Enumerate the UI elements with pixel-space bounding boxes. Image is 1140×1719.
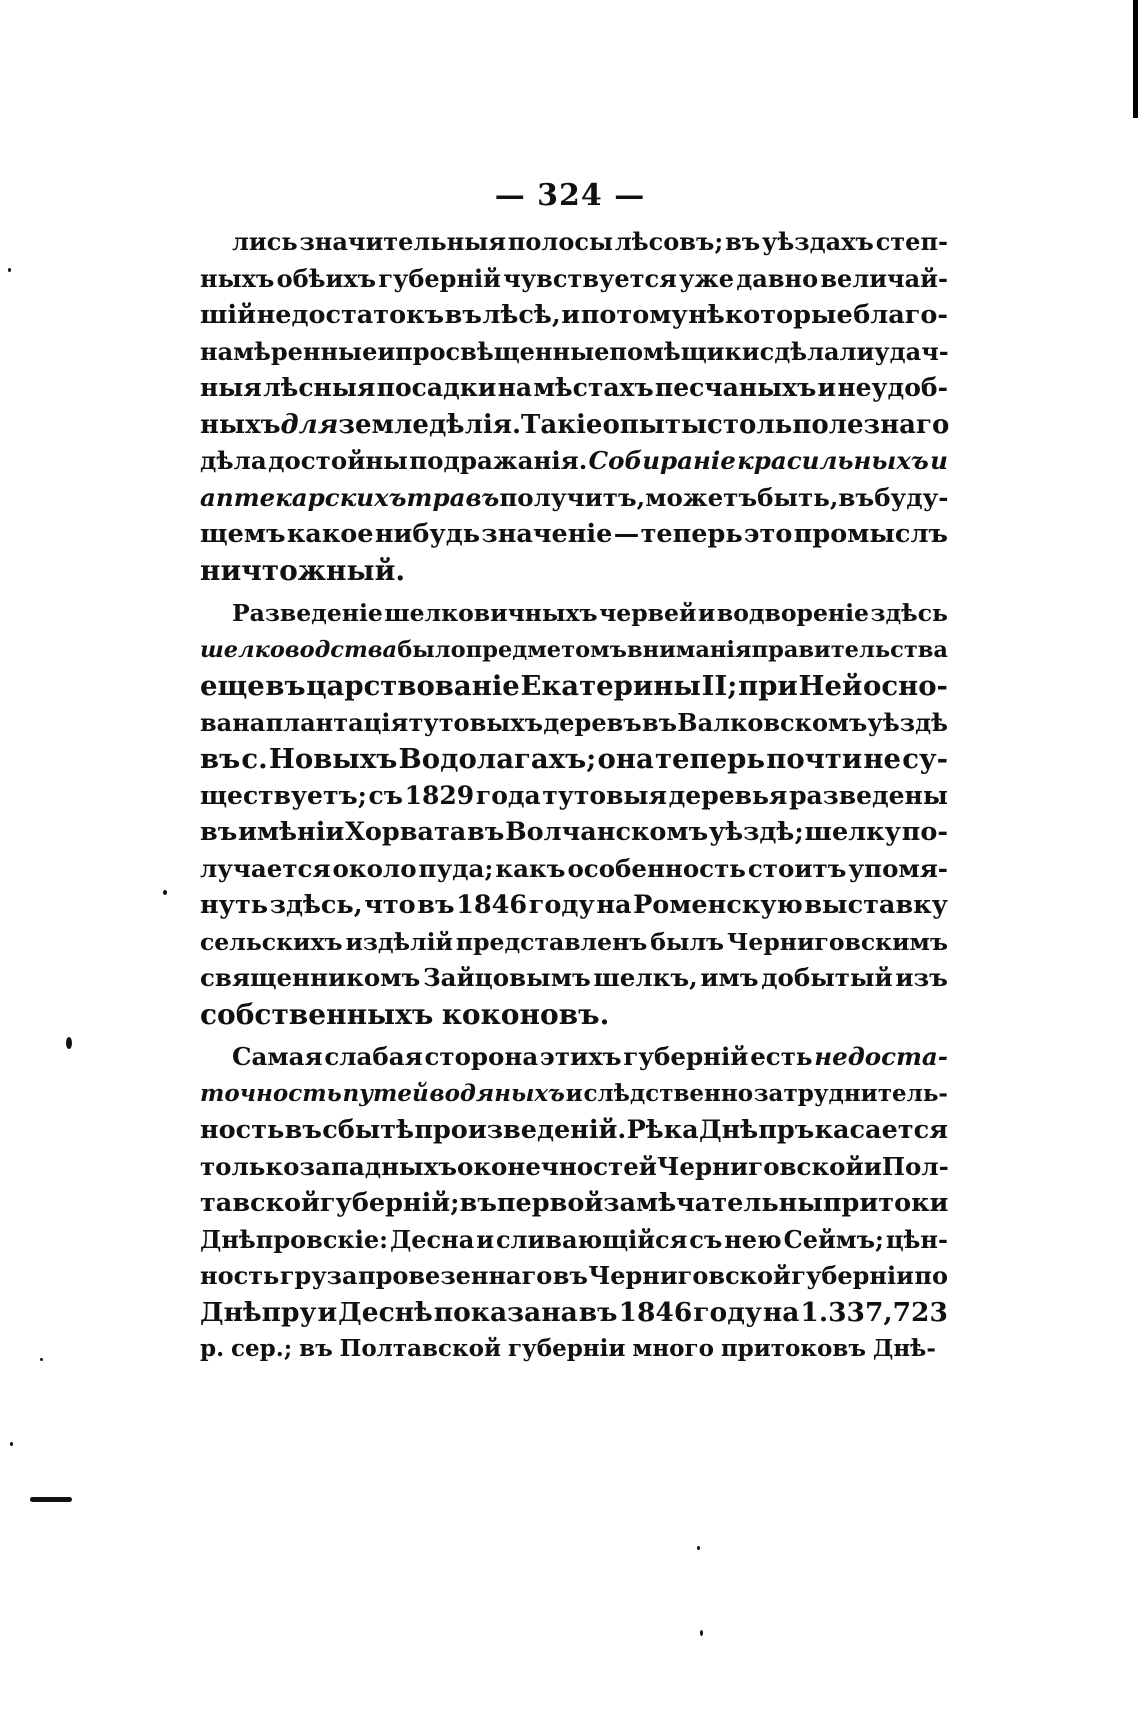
word: въ bbox=[552, 1261, 588, 1290]
word: песчаныхъ bbox=[654, 373, 817, 402]
text-line bbox=[200, 668, 948, 705]
word: добытый bbox=[761, 963, 893, 992]
scan-speck bbox=[8, 268, 11, 272]
word: степ- bbox=[875, 227, 948, 256]
word: Ней bbox=[798, 670, 863, 702]
word: лучается bbox=[200, 853, 331, 883]
word: сторона bbox=[424, 1042, 539, 1071]
word: съ bbox=[368, 780, 403, 810]
word: губерній; bbox=[319, 1188, 460, 1218]
text-line bbox=[200, 741, 948, 778]
word: выставку bbox=[804, 890, 948, 920]
word: какое bbox=[286, 519, 374, 549]
word: ность bbox=[200, 1115, 285, 1145]
scan-speck bbox=[163, 890, 167, 895]
word: лѣсныя bbox=[263, 373, 376, 402]
word: уѣздѣ bbox=[867, 707, 948, 737]
word: первой bbox=[496, 1188, 604, 1218]
word: въ bbox=[459, 1188, 497, 1218]
word: и bbox=[697, 599, 716, 627]
word: недоста- bbox=[814, 1042, 948, 1071]
scan-dash-mark bbox=[30, 1497, 72, 1502]
word: въ bbox=[838, 482, 875, 512]
word: Такіе bbox=[521, 409, 603, 440]
text-line bbox=[200, 261, 948, 298]
word: столь bbox=[707, 409, 793, 440]
word: Черниговскимъ bbox=[726, 927, 948, 956]
word: Валковскомъ bbox=[677, 707, 868, 737]
word: около bbox=[332, 853, 417, 883]
word: Волчанскомъ bbox=[505, 817, 709, 847]
text-line bbox=[200, 632, 948, 669]
word: красильныхъ bbox=[737, 446, 929, 475]
text-line bbox=[200, 595, 948, 632]
word: имъ bbox=[700, 963, 759, 992]
word: Днѣпръ bbox=[698, 1115, 815, 1145]
word: недостатокъ bbox=[256, 300, 445, 330]
word: Роменскую bbox=[633, 890, 803, 920]
word: году bbox=[693, 1296, 762, 1328]
word: въ bbox=[200, 817, 238, 847]
word: су- bbox=[902, 743, 948, 775]
word: этихъ bbox=[539, 1042, 622, 1071]
word: касается bbox=[814, 1115, 948, 1145]
word: собственныхъ bbox=[200, 997, 434, 1031]
text-line bbox=[200, 705, 948, 742]
word: шелковичныхъ bbox=[384, 599, 598, 627]
word: въ bbox=[725, 227, 761, 256]
word: на bbox=[497, 373, 533, 402]
word: тавской bbox=[200, 1188, 320, 1218]
word: провезеннаго bbox=[358, 1261, 553, 1290]
word: 1829 bbox=[404, 780, 475, 810]
text-line bbox=[200, 887, 948, 924]
text-line bbox=[200, 407, 948, 444]
word: замѣчательны bbox=[603, 1188, 823, 1218]
word: сбытѣ bbox=[322, 1115, 415, 1145]
text-line bbox=[200, 297, 948, 334]
word: давно bbox=[736, 263, 819, 293]
word: имѣніи bbox=[238, 817, 345, 847]
scan-speck bbox=[697, 1546, 700, 1550]
word: есть bbox=[750, 1042, 813, 1071]
scan-speck bbox=[40, 1358, 43, 1361]
word: здѣсь, bbox=[269, 890, 363, 920]
word: благо- bbox=[853, 300, 948, 330]
word: намѣренные bbox=[200, 336, 378, 366]
word: деревъ bbox=[543, 707, 642, 737]
word: шелку bbox=[804, 817, 901, 847]
word: въ bbox=[299, 1335, 333, 1362]
word: въ bbox=[417, 890, 455, 920]
word: нѣкоторые bbox=[688, 300, 853, 330]
word: неудоб- bbox=[837, 373, 948, 402]
word: по bbox=[914, 1261, 948, 1290]
word: плантація bbox=[265, 707, 409, 737]
word: просвѣщенные bbox=[395, 336, 610, 366]
word: величай- bbox=[820, 263, 948, 293]
word: Десна bbox=[389, 1224, 475, 1254]
word: губерній bbox=[378, 263, 501, 293]
text-line bbox=[200, 1149, 948, 1186]
word: царствованіе bbox=[306, 670, 520, 702]
body-text bbox=[200, 224, 948, 1368]
word: притоки bbox=[822, 1188, 949, 1218]
word: здѣсь bbox=[870, 599, 948, 627]
word: разведены bbox=[789, 780, 948, 810]
word: священникомъ bbox=[200, 963, 421, 992]
word: въ bbox=[265, 670, 306, 702]
scan-speck bbox=[66, 1037, 72, 1049]
word: вана bbox=[200, 707, 266, 737]
word: нею bbox=[724, 1224, 782, 1254]
word: буду- bbox=[874, 482, 949, 512]
word: земледѣлія. bbox=[338, 409, 522, 440]
word: западныхъ bbox=[299, 1151, 458, 1181]
word: съ bbox=[689, 1224, 723, 1254]
word: при bbox=[738, 670, 798, 702]
word: лѣсовъ; bbox=[614, 227, 724, 256]
word: дѣла bbox=[200, 446, 267, 475]
word: мѣстахъ bbox=[533, 373, 654, 402]
word: въ bbox=[284, 1115, 322, 1145]
word: и bbox=[817, 373, 837, 402]
word: червей bbox=[599, 599, 697, 627]
word: для bbox=[280, 409, 339, 440]
word: былъ bbox=[650, 927, 725, 956]
word: травъ bbox=[406, 482, 500, 512]
word: Пол- bbox=[881, 1151, 949, 1181]
word: Деснѣ bbox=[338, 1296, 433, 1328]
word: вниманія bbox=[626, 636, 752, 663]
word: года bbox=[475, 780, 541, 810]
word: теперь bbox=[654, 743, 766, 775]
word: сельскихъ bbox=[200, 927, 343, 956]
word: не bbox=[863, 743, 902, 775]
word: упомя- bbox=[848, 853, 948, 883]
word: обѣихъ bbox=[276, 263, 377, 293]
text-line bbox=[200, 443, 948, 480]
word: 1846 bbox=[456, 890, 528, 920]
word: полезнаго bbox=[792, 409, 950, 440]
word: губерній bbox=[623, 1042, 749, 1071]
word: уѣздѣ; bbox=[708, 817, 804, 847]
word: — bbox=[613, 519, 640, 549]
word: и bbox=[930, 446, 948, 475]
word: достойны bbox=[268, 446, 408, 475]
word: путей bbox=[342, 1079, 429, 1107]
text-line bbox=[200, 224, 948, 261]
word: полосы bbox=[507, 227, 614, 256]
word: представленъ bbox=[455, 927, 648, 956]
word: Зайцовымъ bbox=[422, 963, 591, 992]
word: пуда; bbox=[418, 853, 494, 883]
text-line bbox=[200, 924, 948, 961]
word: на bbox=[596, 890, 632, 920]
text-line bbox=[200, 814, 948, 851]
word: Собираніе bbox=[588, 446, 736, 475]
word: затруднитель- bbox=[753, 1079, 948, 1107]
word: водвореніе bbox=[716, 599, 869, 627]
word: издѣлій bbox=[345, 927, 453, 956]
word: въ bbox=[444, 300, 482, 330]
word: тутовыя bbox=[542, 780, 667, 810]
word: подражанія. bbox=[409, 446, 588, 475]
word: губерніи bbox=[791, 1261, 914, 1290]
word: Самая bbox=[232, 1042, 323, 1071]
word: еще bbox=[200, 670, 265, 702]
word: сливающійся bbox=[495, 1224, 688, 1254]
word: году bbox=[528, 890, 595, 920]
word: по- bbox=[901, 817, 948, 847]
word: удач- bbox=[874, 336, 949, 366]
word: въ bbox=[200, 743, 241, 775]
text-line bbox=[200, 1331, 948, 1368]
word: Водолагахъ; bbox=[398, 743, 597, 775]
text-line bbox=[200, 1112, 948, 1149]
word: она bbox=[597, 743, 654, 775]
word: Полтавской bbox=[339, 1335, 502, 1362]
word: ныхъ bbox=[200, 409, 281, 440]
text-line bbox=[200, 960, 948, 997]
word: можетъ bbox=[645, 482, 758, 512]
word: значительныя bbox=[299, 227, 506, 256]
word: Новыхъ bbox=[268, 743, 398, 775]
word: въ bbox=[467, 817, 505, 847]
word: притоковъ bbox=[720, 1335, 866, 1362]
word: сдѣлали bbox=[759, 336, 875, 366]
page-number: — 324 — bbox=[494, 178, 646, 213]
word: произведеній. bbox=[414, 1115, 627, 1145]
word: II; bbox=[701, 670, 738, 702]
word: быть, bbox=[757, 482, 839, 512]
word: въ bbox=[641, 707, 678, 737]
word: почти bbox=[766, 743, 863, 775]
text-line bbox=[200, 778, 948, 815]
word: осно- bbox=[862, 670, 948, 702]
word: шій bbox=[200, 300, 257, 330]
text-line bbox=[200, 370, 948, 407]
word: ществуетъ; bbox=[200, 780, 367, 810]
word: посадки bbox=[376, 373, 497, 402]
word: помѣщики bbox=[609, 336, 760, 366]
word: это bbox=[744, 519, 793, 549]
word: лѣсѣ, bbox=[482, 300, 561, 330]
word: шелководства bbox=[200, 636, 398, 663]
word: ныя bbox=[200, 373, 262, 402]
text-line bbox=[200, 516, 948, 553]
word: показана bbox=[433, 1296, 578, 1328]
word: ность bbox=[200, 1261, 280, 1290]
word: Хорвата bbox=[345, 817, 467, 847]
word: Рѣка bbox=[626, 1115, 699, 1145]
word: въ bbox=[578, 1296, 618, 1328]
text-line bbox=[200, 851, 948, 888]
word: Днѣпровскіе: bbox=[200, 1224, 389, 1254]
word: и bbox=[561, 300, 581, 330]
word: Черниговской bbox=[656, 1151, 864, 1181]
word: на bbox=[762, 1296, 800, 1328]
word: какъ bbox=[495, 853, 566, 883]
word: опыты bbox=[602, 409, 708, 440]
word: Сеймъ; bbox=[783, 1224, 884, 1254]
word: цѣн- bbox=[885, 1224, 948, 1254]
word: Днѣ- bbox=[872, 1335, 936, 1362]
word: слѣдственно bbox=[583, 1079, 754, 1107]
word: лись bbox=[232, 227, 298, 256]
word: и bbox=[863, 1151, 882, 1181]
word: ныхъ bbox=[200, 263, 275, 293]
word: оконечностей bbox=[457, 1151, 657, 1181]
word: изъ bbox=[895, 963, 948, 992]
word: потому bbox=[580, 300, 688, 330]
word: было bbox=[397, 636, 466, 663]
word: Днѣпру bbox=[200, 1296, 317, 1328]
word: аптекарскихъ bbox=[200, 482, 407, 512]
word: 1846 bbox=[618, 1296, 693, 1328]
word: уже bbox=[679, 263, 735, 293]
word: точность bbox=[200, 1079, 342, 1107]
scan-speck bbox=[10, 1442, 13, 1446]
word: значеніе bbox=[481, 519, 613, 549]
word: деревья bbox=[668, 780, 788, 810]
word: ничтожный. bbox=[200, 553, 406, 587]
word: тутовыхъ bbox=[408, 707, 544, 737]
word: щемъ bbox=[200, 519, 286, 549]
word: слабая bbox=[324, 1042, 423, 1071]
text-line bbox=[200, 1222, 948, 1259]
word: чувствуется bbox=[503, 263, 677, 293]
text-line bbox=[200, 1258, 948, 1295]
word: что bbox=[364, 890, 416, 920]
word: 1.337,723 bbox=[800, 1296, 948, 1328]
word: груза bbox=[279, 1261, 358, 1290]
text-line bbox=[200, 1039, 948, 1076]
word: губерніи bbox=[507, 1335, 626, 1362]
text-line bbox=[200, 1076, 948, 1113]
word: и bbox=[317, 1296, 338, 1328]
word: шелкъ, bbox=[593, 963, 698, 992]
text-line bbox=[200, 334, 948, 371]
text-line bbox=[200, 553, 948, 590]
word: предметомъ bbox=[465, 636, 627, 663]
word: сер.; bbox=[230, 1335, 293, 1362]
word: нуть bbox=[200, 890, 269, 920]
word: и bbox=[565, 1079, 583, 1107]
word: Разведеніе bbox=[232, 599, 383, 627]
page-edge-shadow bbox=[1133, 0, 1138, 118]
word: коконовъ. bbox=[441, 997, 610, 1031]
word: стоитъ bbox=[747, 853, 847, 883]
word: нибудь bbox=[374, 519, 481, 549]
word: теперь bbox=[640, 519, 743, 549]
word: правительства bbox=[751, 636, 948, 663]
word: с. bbox=[241, 743, 268, 775]
word: Екатерины bbox=[520, 670, 701, 702]
text-line bbox=[200, 997, 948, 1034]
word: промыслъ bbox=[793, 519, 948, 549]
scan-speck bbox=[700, 1630, 703, 1636]
word: только bbox=[200, 1151, 300, 1181]
text-line bbox=[200, 1185, 948, 1222]
word: водяныхъ bbox=[429, 1079, 565, 1107]
word: Черниговской bbox=[588, 1261, 791, 1290]
word: уѣздахъ bbox=[762, 227, 874, 256]
word: р. bbox=[200, 1335, 225, 1362]
text-line bbox=[200, 1295, 948, 1332]
word: много bbox=[632, 1335, 714, 1362]
word: получитъ, bbox=[499, 482, 646, 512]
word: и bbox=[377, 336, 396, 366]
word: особенность bbox=[567, 853, 746, 883]
word: и bbox=[476, 1224, 495, 1254]
text-line bbox=[200, 480, 948, 517]
